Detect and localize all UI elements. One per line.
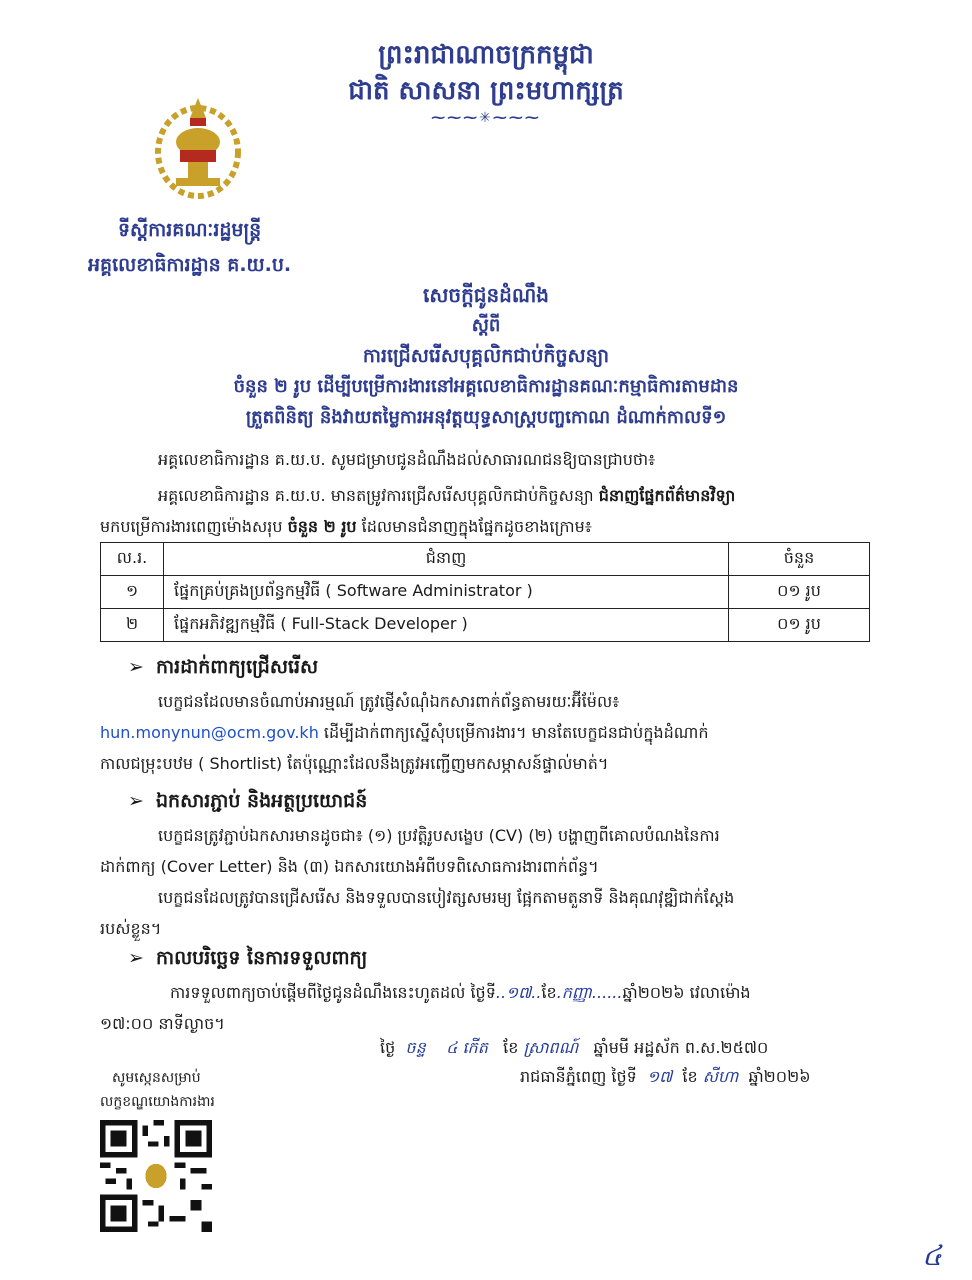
notice-subject-detail-1: ចំនួន ២ រូប ដើម្បីបម្រើការងារនៅអគ្គលេខាធិការដ្ឋានគណៈកម្មាធិការតាមដាន	[233, 376, 739, 397]
table-header-no: ល.រ.	[101, 543, 164, 576]
table-row	[101, 576, 870, 609]
government-emblem-icon	[150, 92, 246, 202]
section-documents-line-1: បេក្ខជនត្រូវភ្ជាប់ឯកសារមានដូចជា៖ (១) ប្រវត្តិរូបសង្ខេប (CV) (២) បង្ហាញពីគោលបំណងនៃការ	[158, 826, 720, 845]
section-documents-line-4: របស់ខ្លួន។	[100, 919, 162, 938]
table-cell-skill: ផ្នែកអភិវឌ្ឍកម្មវិធី ( Full-Stack Developer )	[164, 609, 729, 642]
page-number: ៤	[922, 1239, 942, 1272]
table-cell-count: ០១ រូប	[729, 576, 870, 609]
scan-caption-1: សូមស្កេនសម្រាប់	[112, 1070, 201, 1086]
deadline-month: .កញ្ញា......	[556, 983, 623, 1002]
requirement-field: ជំនាញផ្នែកព័ត៌មានវិទ្យា	[598, 486, 736, 505]
deadline-day: ..១៧..	[495, 983, 542, 1002]
section-application-line-2: hun.monynun@ocm.gov.kh ដើម្បីដាក់ពាក្យស្នើសុំបម្រើការងារ។ មានតែបេក្ខជនជាប់ក្នុងដំណាក់	[100, 723, 709, 742]
qr-code-icon[interactable]	[100, 1120, 212, 1232]
secretariat-name: អគ្គលេខាធិការដ្ឋាន គ.យ.ប.	[88, 254, 292, 276]
solar-date: រាជធានីភ្នំពេញ ថ្ងៃទី ១៧ ខែ សីហា ឆ្នាំ២០២៦	[520, 1067, 811, 1086]
positions-table	[100, 542, 870, 642]
arrow-bullet-icon: ➢	[128, 790, 144, 812]
motto-heading: ជាតិ សាសនា ព្រះមហាក្សត្រ	[348, 76, 624, 106]
section-application-heading: ➢ ការដាក់ពាក្យជ្រើសរើស	[128, 656, 319, 678]
lunar-date: ថ្ងៃ ចន្ទ ៤ កើត ខែ ស្រាពណ៍ ឆ្នាំមមី អដ្ឋស័ក ព.ស.២៥៧០	[380, 1038, 769, 1057]
notice-title: សេចក្ដីជូនដំណឹង	[423, 283, 549, 307]
section-documents-heading: ➢ ឯកសារភ្ជាប់ និងអត្ថប្រយោជន៍	[128, 790, 368, 812]
section-documents-line-2: ដាក់ពាក្យ (Cover Letter) និង (៣) ឯកសារយោងអំពីបទពិសោធការងារពាក់ព័ន្ធ។	[100, 857, 599, 876]
table-header-count: ចំនួន	[729, 543, 870, 576]
table-cell-skill: ផ្នែកគ្រប់គ្រងប្រព័ន្ធកម្មវិធី ( Software Administrator )	[164, 576, 729, 609]
requirement-count: ចំនួន ២ រូប	[287, 517, 357, 536]
office-name: ទីស្ដីការគណៈរដ្ឋមន្ត្រី	[118, 219, 262, 241]
intro-paragraph: អគ្គលេខាធិការដ្ឋាន គ.យ.ប. សូមជម្រាបជូនដំណឹងដល់សាធារណជនឱ្យបានជ្រាបថា៖	[158, 450, 656, 469]
table-cell-no: ២	[101, 609, 164, 642]
requirement-text-3: ដែលមានជំនាញក្នុងផ្នែកដូចខាងក្រោម៖	[361, 517, 592, 536]
requirement-text-2: មកបម្រើការងារពេញម៉ោងសរុប	[100, 517, 283, 536]
table-cell-count: ០១ រូប	[729, 609, 870, 642]
ornament-divider: ⁓⁓⁓✳⁓⁓⁓	[431, 110, 541, 126]
notice-subject-detail-2: ត្រួតពិនិត្យ និងវាយតម្លៃការអនុវត្តយុទ្ធសាស្ត្របញ្ចកោណ ដំណាក់កាលទី១	[245, 407, 727, 428]
kingdom-heading: ព្រះរាជាណាចក្រកម្ពុជា	[378, 40, 594, 70]
section-deadline-line-1: ការទទួលពាក្យចាប់ផ្ដើមពីថ្ងៃជូនដំណឹងនេះហូតដល់ ថ្ងៃទី..១៧..ខែ.កញ្ញា......ឆ្នាំ២០២៦ វេលាម៉ោង	[170, 983, 751, 1002]
section-deadline-line-2: ១៧:០០ នាទីល្ងាច។	[100, 1014, 225, 1033]
requirement-paragraph	[158, 480, 888, 511]
scan-caption-2: លក្ខខណ្ឌយោងការងារ	[100, 1094, 215, 1110]
table-header-skill: ជំនាញ	[164, 543, 729, 576]
section-application-line-3: កាលជម្រុះបឋម ( Shortlist) តែប៉ុណ្ណោះដែលនឹងត្រូវអញ្ជើញមកសម្ភាសន៍ផ្ទាល់មាត់។	[100, 754, 609, 773]
notice-subject-label: ស្ដីពី	[471, 315, 501, 336]
table-header-row	[101, 543, 870, 576]
table-row	[101, 609, 870, 642]
table-cell-no: ១	[101, 576, 164, 609]
section-documents-line-3: បេក្ខជនដែលត្រូវបានជ្រើសរើស និងទទួលបានបៀវត្សសមរម្យ ផ្អែកតាមតួនាទី និងគុណវុឌ្ឍិជាក់ស្តែង	[158, 888, 735, 907]
section-application-line-1: បេក្ខជនដែលមានចំណាប់អារម្មណ៍ ត្រូវផ្ញើសំណុំឯកសារពាក់ព័ន្ធតាមរយៈអ៊ីម៉ែល៖	[158, 692, 620, 711]
arrow-bullet-icon: ➢	[128, 947, 144, 969]
arrow-bullet-icon: ➢	[128, 656, 144, 678]
section-deadline-heading: ➢ កាលបរិច្ឆេទ នៃការទទួលពាក្យ	[128, 947, 368, 969]
requirement-paragraph-cont	[100, 511, 880, 542]
notice-subject: ការជ្រើសរើសបុគ្គលិកជាប់កិច្ចសន្យា	[362, 345, 610, 367]
requirement-text: អគ្គលេខាធិការដ្ឋាន គ.យ.ប. មានតម្រូវការជ្រើសរើសបុគ្គលិកជាប់កិច្ចសន្យា	[158, 486, 594, 505]
email-link[interactable]: hun.monynun@ocm.gov.kh	[100, 723, 319, 742]
